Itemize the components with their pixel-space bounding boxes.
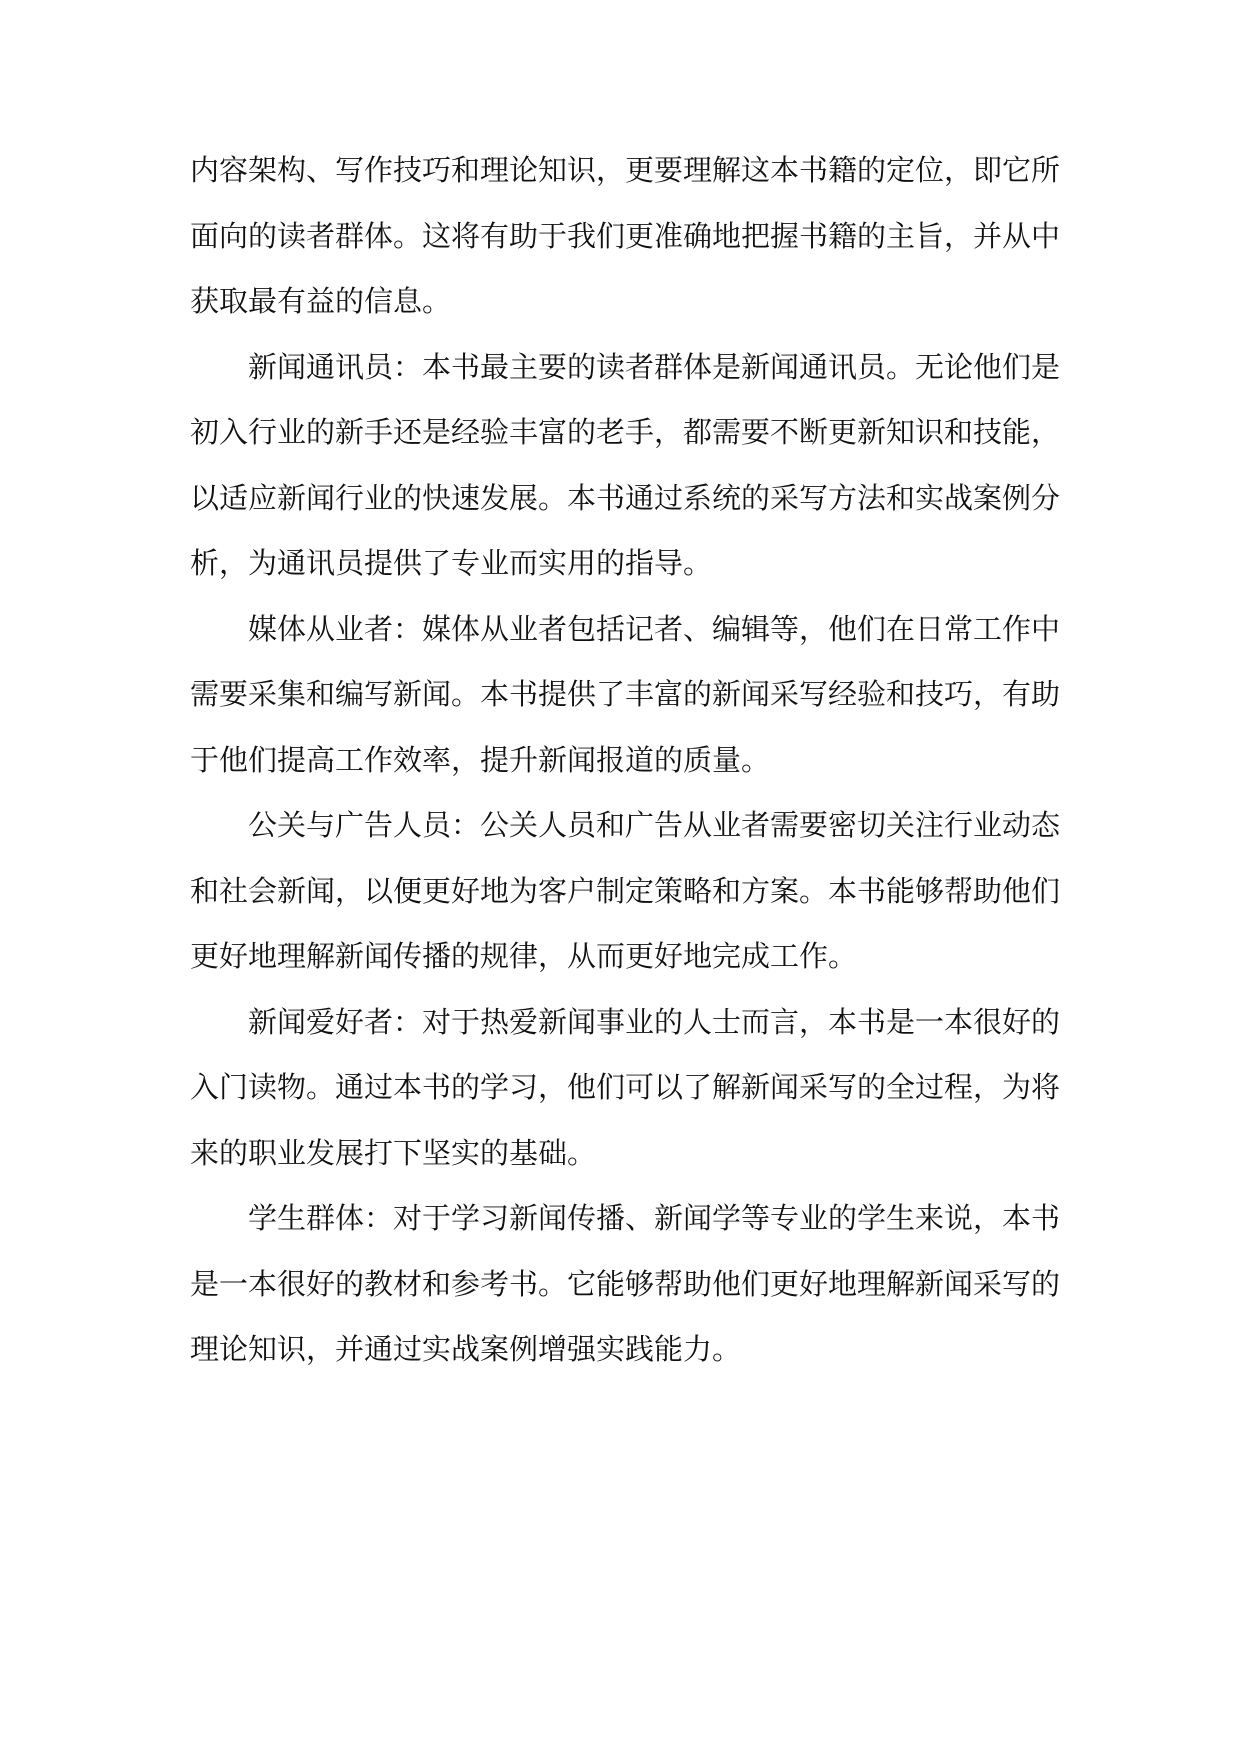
text-line: 以适应新闻行业的快速发展。本书通过系统的采写方法和实战案例分 bbox=[190, 480, 1061, 515]
text-line: 初入行业的新手还是经验丰富的老手，都需要不断更新知识和技能， bbox=[190, 415, 1061, 449]
text-line: 需要采集和编写新闻。本书提供了丰富的新闻采写经验和技巧，有助 bbox=[190, 677, 1061, 711]
text-line: 析，为通讯员提供了专业而实用的指导。 bbox=[190, 546, 713, 580]
document-body bbox=[190, 138, 1060, 1383]
text-line: 获取最有益的信息。 bbox=[190, 284, 452, 318]
text-line: 是一本很好的教材和参考书。它能够帮助他们更好地理解新闻采写的 bbox=[190, 1266, 1061, 1301]
text-line: 和社会新闻，以便更好地为客户制定策略和方案。本书能够帮助他们 bbox=[190, 873, 1061, 908]
paragraph-students bbox=[190, 1186, 1060, 1383]
paragraph-news-correspondents bbox=[190, 335, 1060, 597]
paragraph-pr-advertising bbox=[190, 793, 1060, 990]
text-line: 面向的读者群体。这将有助于我们更准确地把握书籍的主旨，并从中 bbox=[190, 218, 1061, 253]
paragraph-media-practitioners bbox=[190, 597, 1060, 794]
text-line: 新闻通讯员：本书最主要的读者群体是新闻通讯员。无论他们是 bbox=[248, 349, 1061, 384]
text-line: 于他们提高工作效率，提升新闻报道的质量。 bbox=[190, 742, 771, 777]
text-line: 内容架构、写作技巧和理论知识，更要理解这本书籍的定位，即它所 bbox=[190, 153, 1061, 187]
text-line: 媒体从业者：媒体从业者包括记者、编辑等，他们在日常工作中 bbox=[248, 611, 1061, 646]
text-line: 公关与广告人员：公关人员和广告从业者需要密切关注行业动态 bbox=[248, 808, 1061, 842]
paragraph-intro bbox=[190, 138, 1060, 335]
paragraph-news-enthusiasts bbox=[190, 990, 1060, 1187]
text-line: 更好地理解新闻传播的规律，从而更好地完成工作。 bbox=[190, 939, 858, 973]
text-line: 理论知识，并通过实战案例增强实践能力。 bbox=[190, 1332, 742, 1366]
text-line: 来的职业发展打下坚实的基础。 bbox=[190, 1135, 597, 1170]
text-line: 新闻爱好者：对于热爱新闻事业的人士而言，本书是一本很好的 bbox=[248, 1004, 1061, 1039]
text-line: 入门读物。通过本书的学习，他们可以了解新闻采写的全过程，为将 bbox=[190, 1070, 1061, 1104]
text-line: 学生群体：对于学习新闻传播、新闻学等专业的学生来说，本书 bbox=[248, 1201, 1061, 1235]
